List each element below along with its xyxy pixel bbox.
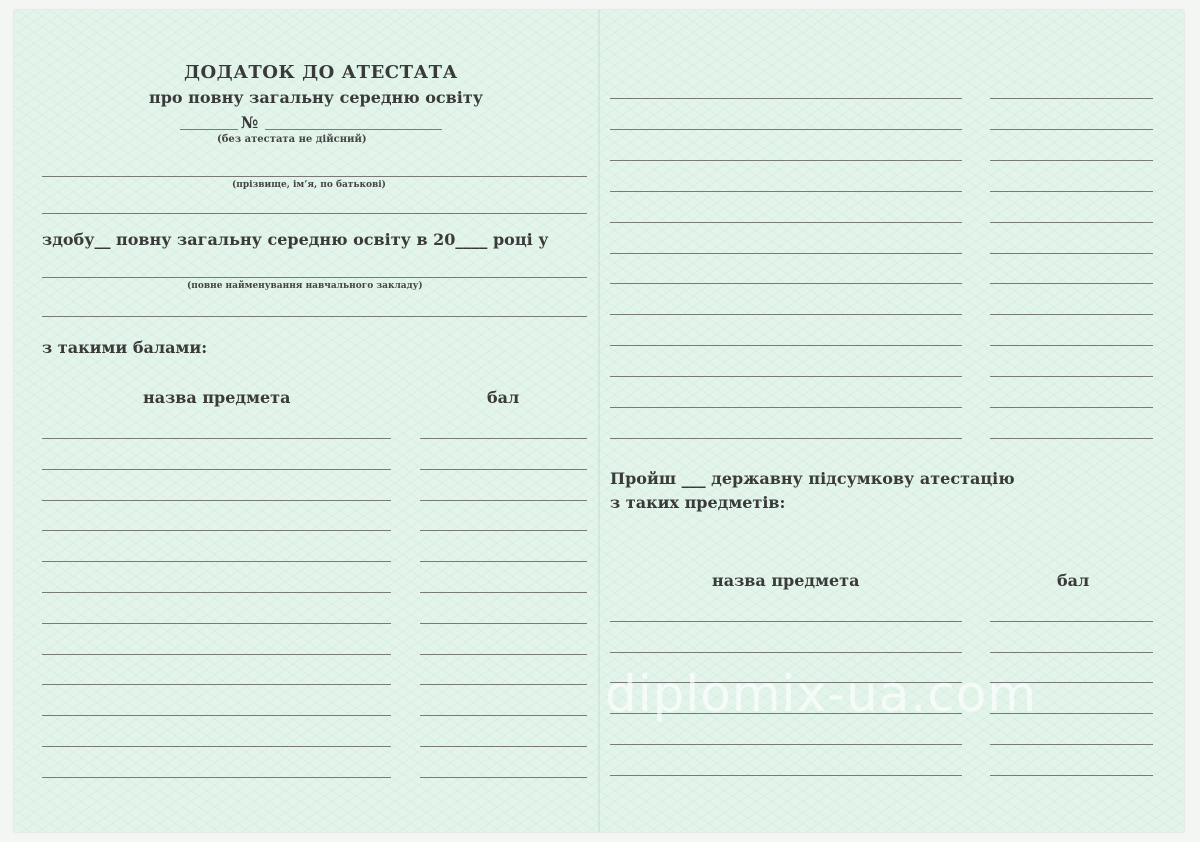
subject-blank-line — [610, 283, 962, 284]
institution-line — [42, 277, 587, 278]
subject-blank-line — [610, 376, 962, 377]
subject-blank-line — [610, 652, 962, 653]
grade-blank-line — [990, 253, 1153, 254]
grade-blank-line — [990, 407, 1153, 408]
grade-blank-line — [420, 654, 587, 655]
number-line — [265, 129, 442, 130]
subject-blank-line — [42, 684, 391, 685]
grade-blank-line — [990, 129, 1153, 130]
exam-intro-line-2: з таких предметів: — [610, 493, 786, 512]
grade-blank-line — [420, 561, 587, 562]
grade-blank-line — [420, 623, 587, 624]
subject-blank-line — [610, 191, 962, 192]
subject-blank-line — [610, 160, 962, 161]
subject-blank-line — [610, 621, 962, 622]
grade-blank-line — [990, 191, 1153, 192]
name-caption: (прізвище, ім’я, по батькові) — [232, 180, 386, 190]
subject-blank-line — [42, 777, 391, 778]
subject-blank-line — [42, 654, 391, 655]
grade-blank-line — [990, 222, 1153, 223]
left-subject-header: назва предмета — [143, 388, 291, 407]
number-sign: № — [241, 113, 259, 132]
institution-caption: (повне найменування навчального закладу) — [187, 281, 423, 291]
page-fold — [598, 10, 600, 832]
grade-blank-line — [990, 438, 1153, 439]
subject-blank-line — [42, 500, 391, 501]
grade-blank-line — [420, 469, 587, 470]
grade-blank-line — [990, 283, 1153, 284]
grade-blank-line — [990, 652, 1153, 653]
grade-blank-line — [420, 500, 587, 501]
subject-blank-line — [610, 775, 962, 776]
subject-blank-line — [42, 530, 391, 531]
grade-blank-line — [420, 684, 587, 685]
grade-blank-line — [990, 744, 1153, 745]
subject-blank-line — [610, 438, 962, 439]
subject-blank-line — [610, 253, 962, 254]
grade-blank-line — [420, 777, 587, 778]
name-line — [42, 176, 587, 177]
subject-blank-line — [610, 345, 962, 346]
grade-blank-line — [420, 715, 587, 716]
series-line — [180, 129, 238, 130]
grade-blank-line — [420, 438, 587, 439]
exam-intro-line-1: Пройш ___ державну підсумкову атестацію — [610, 469, 1015, 488]
subject-blank-line — [42, 623, 391, 624]
subject-blank-line — [610, 222, 962, 223]
subject-blank-line — [42, 715, 391, 716]
right-grade-header: бал — [1057, 571, 1090, 590]
grade-blank-line — [420, 530, 587, 531]
subject-blank-line — [42, 438, 391, 439]
right-subject-header: назва предмета — [712, 571, 860, 590]
subject-blank-line — [610, 129, 962, 130]
subject-blank-line — [42, 469, 391, 470]
subject-blank-line — [610, 314, 962, 315]
grade-blank-line — [990, 314, 1153, 315]
subject-blank-line — [42, 746, 391, 747]
subject-blank-line — [42, 561, 391, 562]
subject-blank-line — [42, 592, 391, 593]
grades-intro: з такими балами: — [42, 338, 208, 357]
document-title: ДОДАТОК ДО АТЕСТАТА — [184, 62, 458, 83]
watermark: diplomix-ua.com — [605, 665, 1038, 723]
subject-blank-line — [610, 98, 962, 99]
document-subtitle: про повну загальну середню освіту — [149, 88, 483, 107]
name-line-2 — [42, 213, 587, 214]
obtained-education-line: здобу__ повну загальну середню освіту в 20____ році у — [42, 230, 549, 249]
grade-blank-line — [990, 775, 1153, 776]
left-grade-header: бал — [487, 388, 520, 407]
grade-blank-line — [990, 160, 1153, 161]
subject-blank-line — [610, 407, 962, 408]
grade-blank-line — [420, 746, 587, 747]
institution-line-2 — [42, 316, 587, 317]
grade-blank-line — [990, 376, 1153, 377]
grade-blank-line — [420, 592, 587, 593]
grade-blank-line — [990, 345, 1153, 346]
grade-blank-line — [990, 98, 1153, 99]
subject-blank-line — [610, 744, 962, 745]
validity-note: (без атестата не дійсний) — [217, 134, 367, 145]
grade-blank-line — [990, 621, 1153, 622]
